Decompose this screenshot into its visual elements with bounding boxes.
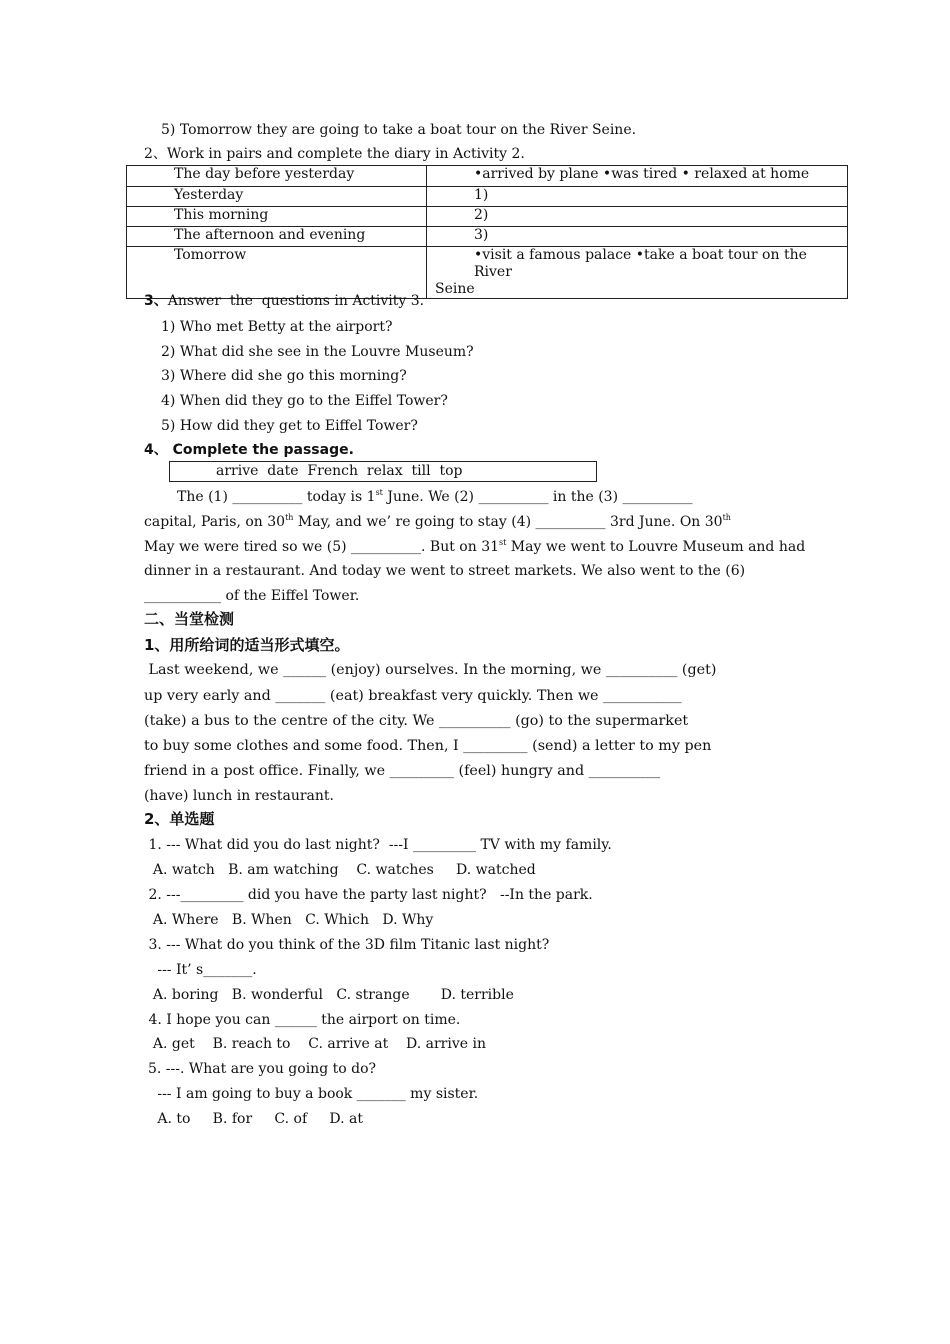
passage-text: capital, Paris, on 30 [144, 514, 286, 530]
mc-options: A. boring B. wonderful C. strange D. terrible [144, 987, 514, 1003]
passage-text: June. We (2) __________ in the (3) __________ [382, 489, 693, 505]
fill-in-line: Last weekend, we ______ (enjoy) ourselves. In the morning, we __________ (get) [144, 662, 717, 678]
passage-line: dinner in a restaurant. And today we went to street markets. We also went to the (6) [144, 563, 746, 579]
ordinal-suffix: th [285, 513, 294, 522]
diary-row [127, 247, 848, 299]
fill-in-heading: 1、用所给词的适当形式填空。 [144, 636, 350, 654]
passage-text: May we were tired so we (5) __________. But on 31 [144, 539, 500, 555]
question-item: 3) Where did she go this morning? [161, 368, 407, 384]
ordinal-suffix: th [722, 513, 731, 522]
mc-question-followup: --- It’ s_______. [144, 962, 257, 978]
diary-activity-line: •visit a famous palace •take a boat tour on the River [474, 247, 807, 280]
question-3-text: Answer the questions in Activity 3. [167, 293, 425, 309]
diary-row [127, 166, 848, 187]
question-3-number: 3、 [144, 293, 168, 309]
diary-time: The afternoon and evening [127, 227, 427, 247]
section-2-heading: 二、当堂检测 [144, 610, 235, 628]
question-3-heading [144, 292, 424, 310]
diary-activity-line: Seine [435, 281, 475, 297]
ordinal-suffix: st [499, 538, 507, 547]
question-item: 4) When did they go to the Eiffel Tower? [161, 393, 448, 409]
diary-table [126, 165, 848, 299]
mc-options: A. get B. reach to C. arrive at D. arrive in [144, 1036, 486, 1052]
diary-row [127, 207, 848, 227]
diary-row [127, 227, 848, 247]
diary-activity: 1) [427, 187, 848, 207]
passage-text: May, and we’ re going to stay (4) __________ 3rd June. On 30 [293, 514, 723, 530]
mc-question: 5. ---. What are you going to do? [148, 1061, 377, 1077]
fill-in-line: (take) a bus to the centre of the city. We __________ (go) to the supermarket [144, 713, 693, 729]
diary-activity: •arrived by plane •was tired • relaxed at home [427, 166, 848, 187]
mc-question: 1. --- What did you do last night? ---I _________ TV with my family. [144, 837, 612, 853]
question-item: 2) What did she see in the Louvre Museum? [161, 344, 474, 360]
diary-time: Tomorrow [127, 247, 427, 299]
fill-in-line: to buy some clothes and some food. Then, I _________ (send) a letter to my pen [144, 738, 712, 754]
diary-activity [427, 247, 848, 299]
diary-row [127, 187, 848, 207]
ordinal-suffix: st [375, 488, 383, 497]
fill-in-line: (have) lunch in restaurant. [144, 788, 334, 804]
diary-time: This morning [127, 207, 427, 227]
multiple-choice-heading: 2、单选题 [144, 810, 215, 828]
question-item: 1) Who met Betty at the airport? [161, 319, 393, 335]
passage-line: ___________ of the Eiffel Tower. [144, 588, 360, 604]
diary-time: Yesterday [127, 187, 427, 207]
diary-time: The day before yesterday [127, 166, 427, 187]
mc-options: A. Where B. When C. Which D. Why [144, 912, 434, 928]
fill-in-line: friend in a post office. Finally, we _________ (feel) hungry and __________ [144, 763, 661, 779]
passage-line [144, 513, 731, 531]
passage-line [177, 488, 693, 506]
mc-question: 4. I hope you can ______ the airport on time. [144, 1012, 461, 1028]
activity-item-5: 5) Tomorrow they are going to take a boat tour on the River Seine. [161, 122, 637, 138]
mc-question: 2. ---_________ did you have the party last night? --In the park. [144, 887, 593, 903]
word-bank: arrive date French relax till top [216, 463, 463, 479]
passage-text: The (1) __________ today is 1 [177, 489, 376, 505]
fill-in-line: up very early and _______ (eat) breakfast very quickly. Then we ___________ [144, 688, 682, 704]
mc-question-followup: --- I am going to buy a book _______ my sister. [144, 1086, 479, 1102]
question-4-heading: 4、 Complete the passage. [144, 442, 354, 458]
diary-activity: 3) [427, 227, 848, 247]
passage-text: May we went to Louvre Museum and had [506, 539, 806, 555]
question-2-heading: 2、Work in pairs and complete the diary in Activity 2. [144, 146, 525, 162]
question-item: 5) How did they get to Eiffel Tower? [161, 418, 418, 434]
passage-line [144, 538, 805, 556]
mc-options: A. to B. for C. of D. at [144, 1111, 363, 1127]
diary-activity: 2) [427, 207, 848, 227]
word-bank-box [169, 461, 597, 482]
mc-options: A. watch B. am watching C. watches D. watched [144, 862, 536, 878]
mc-question: 3. --- What do you think of the 3D film Titanic last night? [144, 937, 550, 953]
